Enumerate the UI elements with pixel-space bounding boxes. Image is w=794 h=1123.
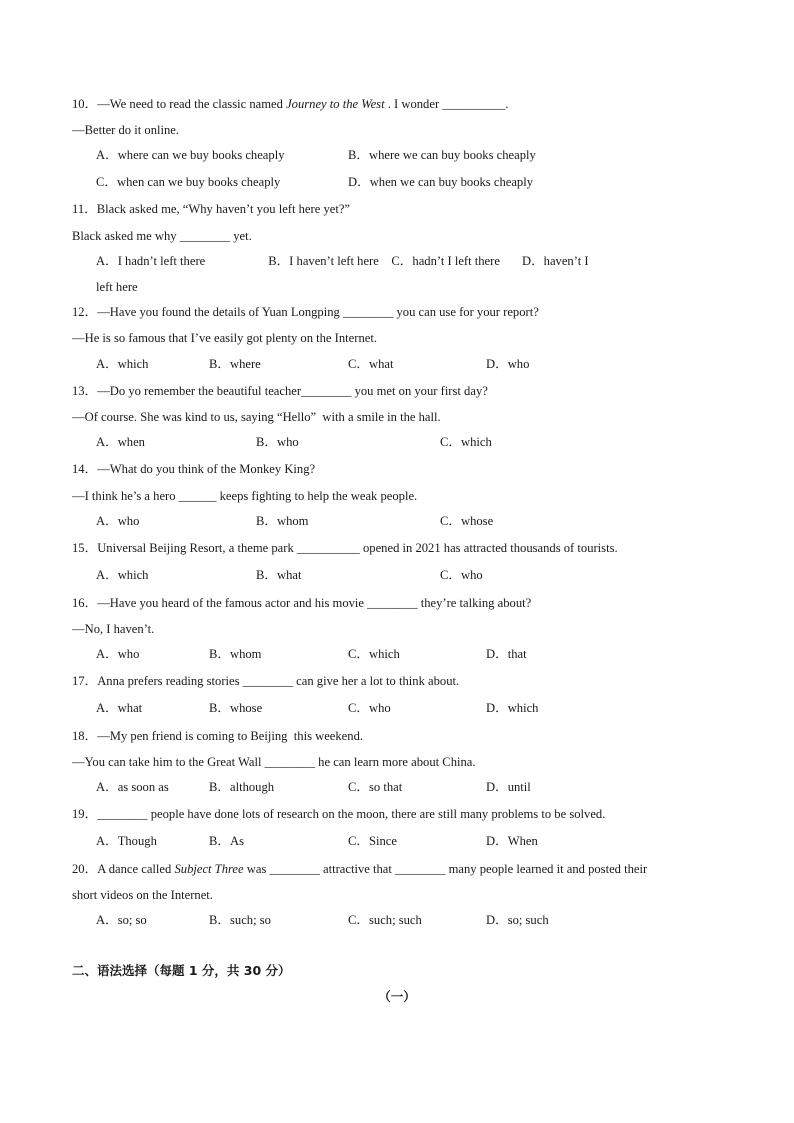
question-14-reply: —I think he’s a hero ______ keeps fighting to help the weak people. [72, 489, 418, 503]
question-15-stem: 15．Universal Beijing Resort, a theme park __________ opened in 2021 has attracted thousands of tourists. [72, 541, 618, 555]
question-13-reply: —Of course. She was kind to us, saying “Hello” with a smile in the hall. [72, 410, 441, 424]
question-20-option-a: A．so; so [96, 913, 147, 927]
question-13-option-b: B．who [256, 435, 299, 449]
question-10-option-a: A．where can we buy books cheaply [96, 148, 285, 162]
question-12-stem: 12．—Have you found the details of Yuan Longping ________ you can use for your report? [72, 305, 539, 319]
question-17-option-d: D．which [486, 701, 539, 715]
question-12-option-d: D．who [486, 357, 530, 371]
question-17-option-a: A．what [96, 701, 143, 715]
question-18-option-b: B．although [209, 780, 275, 794]
stem-text: 10．—We need to read the classic named [72, 97, 287, 111]
question-16-option-c: C．which [348, 647, 400, 661]
question-10-stem [72, 96, 508, 112]
question-10-option-c: C．when can we buy books cheaply [96, 175, 281, 189]
question-17-stem: 17．Anna prefers reading stories ________ can give her a lot to think about. [72, 674, 460, 688]
dance-title: Subject Three [174, 862, 244, 876]
question-20-option-b: B．such; so [209, 913, 271, 927]
stem-text: was ________ attractive that ________ many people learned it and posted their [243, 862, 648, 876]
question-19-stem: 19．________ people have done lots of research on the moon, there are still many problems to be solved. [72, 807, 606, 821]
question-14-option-a: A．who [96, 514, 140, 528]
question-12-option-a: A．which [96, 357, 149, 371]
question-18-option-c: C．so that [348, 780, 403, 794]
question-18-reply: —You can take him to the Great Wall ________ he can learn more about China. [72, 755, 476, 769]
question-11-options-wrap: left here [96, 280, 138, 294]
question-20-stem [72, 861, 647, 877]
question-16-option-d: D．that [486, 647, 527, 661]
question-12-option-b: B．where [209, 357, 261, 371]
question-13-option-a: A．when [96, 435, 145, 449]
question-10-option-d: D．when we can buy books cheaply [348, 175, 534, 189]
question-18-option-d: D．until [486, 780, 531, 794]
question-20-option-c: C．such; such [348, 913, 422, 927]
section-heading: 二、语法选择（每题 1 分，共 30 分） [72, 963, 291, 978]
question-20-option-d: D．so; such [486, 913, 549, 927]
question-18-stem: 18．—My pen friend is coming to Beijing this weekend. [72, 729, 364, 743]
question-13-stem: 13．—Do yo remember the beautiful teacher________ you met on your first day? [72, 384, 488, 398]
question-15-option-c: C．who [440, 568, 483, 582]
question-19-option-b: B．As [209, 834, 244, 848]
question-16-reply: —No, I haven’t. [72, 622, 155, 636]
question-17-option-c: C．who [348, 701, 391, 715]
question-10-option-b: B．where we can buy books cheaply [348, 148, 536, 162]
question-19-option-c: C．Since [348, 834, 397, 848]
question-14-option-c: C．whose [440, 514, 494, 528]
question-10-reply: —Better do it online. [72, 123, 180, 137]
stem-text: . I wonder __________. [384, 97, 509, 111]
question-11-stem: 11．Black asked me, “Why haven’t you left here yet?” [72, 202, 351, 216]
question-14-option-b: B．whom [256, 514, 309, 528]
question-14-stem: 14．—What do you think of the Monkey King? [72, 462, 316, 476]
question-11-options: A．I hadn’t left there B．I haven’t left here C．hadn’t I left there D．haven’t I [96, 254, 589, 268]
question-18-option-a: A．as soon as [96, 780, 169, 794]
question-15-option-a: A．which [96, 568, 149, 582]
question-12-reply: —He is so famous that I’ve easily got plenty on the Internet. [72, 331, 377, 345]
section-subheading: （一） [378, 989, 416, 1004]
book-title: Journey to the West [286, 97, 385, 111]
question-16-stem: 16．—Have you heard of the famous actor and his movie ________ they’re talking about? [72, 596, 532, 610]
question-16-option-b: B．whom [209, 647, 262, 661]
question-20-stem-wrap: short videos on the Internet. [72, 888, 213, 902]
question-11-reply: Black asked me why ________ yet. [72, 229, 252, 243]
question-17-option-b: B．whose [209, 701, 263, 715]
question-12-option-c: C．what [348, 357, 394, 371]
question-16-option-a: A．who [96, 647, 140, 661]
question-19-option-d: D．When [486, 834, 538, 848]
stem-text: 20．A dance called [72, 862, 175, 876]
question-13-option-c: C．which [440, 435, 492, 449]
question-15-option-b: B．what [256, 568, 302, 582]
question-19-option-a: A．Though [96, 834, 157, 848]
